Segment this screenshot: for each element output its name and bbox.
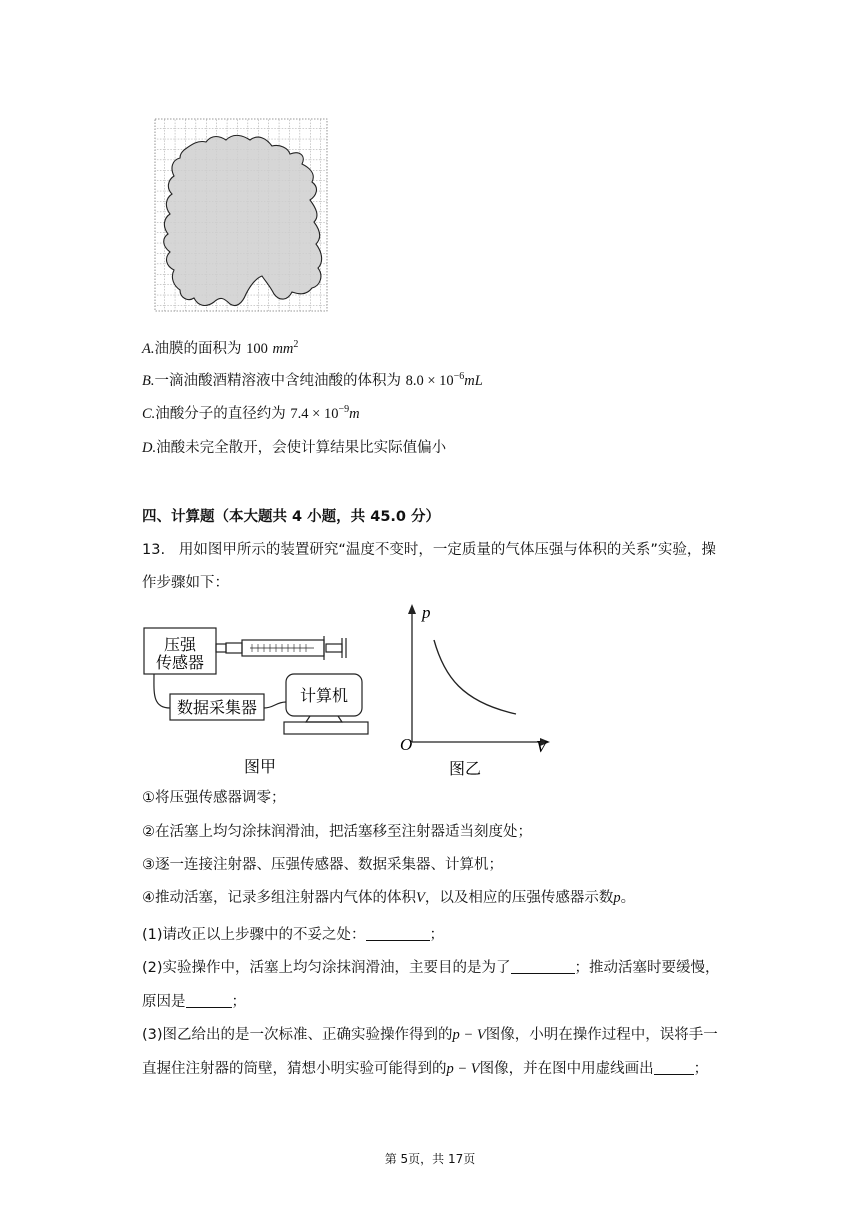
answer-blank-3[interactable] [186,992,232,1008]
answer-blank-2[interactable] [511,958,575,974]
answer-blank-1[interactable] [366,925,430,941]
syringe-plunger [326,644,342,652]
option-d: D.油酸未完全散开，会使计算结果比实际值偏小 [142,440,447,456]
sensor-label-line1: 压强 [163,635,197,654]
part-1: (1)请改正以上步骤中的不妥之处： ； [142,927,445,943]
part-2-cont: 原因是 ； [142,994,246,1010]
option-b: B.一滴油酸酒精溶液中含纯油酸的体积为 $8.0 \times 10^{-6}mL$ [142,371,483,389]
caption-yi: 图乙 [448,759,482,778]
origin-label: O [400,735,413,754]
axis-label-v: V [536,737,547,756]
collector-label: 数据采集器 [176,698,258,717]
caption-jia: 图甲 [243,757,277,776]
answer-blank-4[interactable] [654,1059,694,1075]
part-2: (2)实验操作中，活塞上均匀涂抹润滑油，主要目的是为了 ；推动活塞时要缓慢， [142,960,720,976]
apparatus-diagram [140,622,380,782]
oil-film-shape [164,135,322,305]
step-1: ①将压强传感器调零； [142,790,286,806]
option-c: C.油酸分子的直径约为 $7.4 \times 10^{-9}m$ [142,404,360,422]
step-3: ③逐一连接注射器、压强传感器、数据采集器、计算机； [142,857,503,873]
step-4: ④推动活塞，记录多组注射器内气体的体积V，以及相应的压强传感器示数p。 [142,890,636,906]
question-stem-line1: 13. 用如图甲所示的装置研究“温度不变时，一定质量的气体压强与体积的关系”实验，操 [142,542,716,558]
page-footer: 第 5页，共 17页 [384,1152,476,1166]
computer-label: 计算机 [299,686,349,705]
question-stem-line2: 作步骤如下： [142,575,229,591]
option-a: A.油膜的面积为 100 $mm^2$ [142,339,299,357]
sensor-label-line2: 传感器 [155,653,205,672]
axis-label-p: p [422,603,431,622]
part-3-cont: 直握住注射器的筒壁，猜想小明实验可能得到的p − V图像，并在图中用虚线画出 ； [142,1061,709,1077]
question-number: 13. [142,542,166,558]
pv-curve [434,640,516,714]
section-heading: 四、计算题（本大题共 4 小题，共 45.0 分） [142,509,441,525]
pv-graph [392,600,562,782]
step-2: ②在活塞上均匀涂抹润滑油，把活塞移至注射器适当刻度处； [142,824,532,840]
part-3: (3)图乙给出的是一次标准、正确实验操作得到的p − V图像，小明在操作过程中，误将手一 [142,1027,718,1043]
computer-base [284,722,368,734]
oil-film-grid-figure [154,118,330,314]
